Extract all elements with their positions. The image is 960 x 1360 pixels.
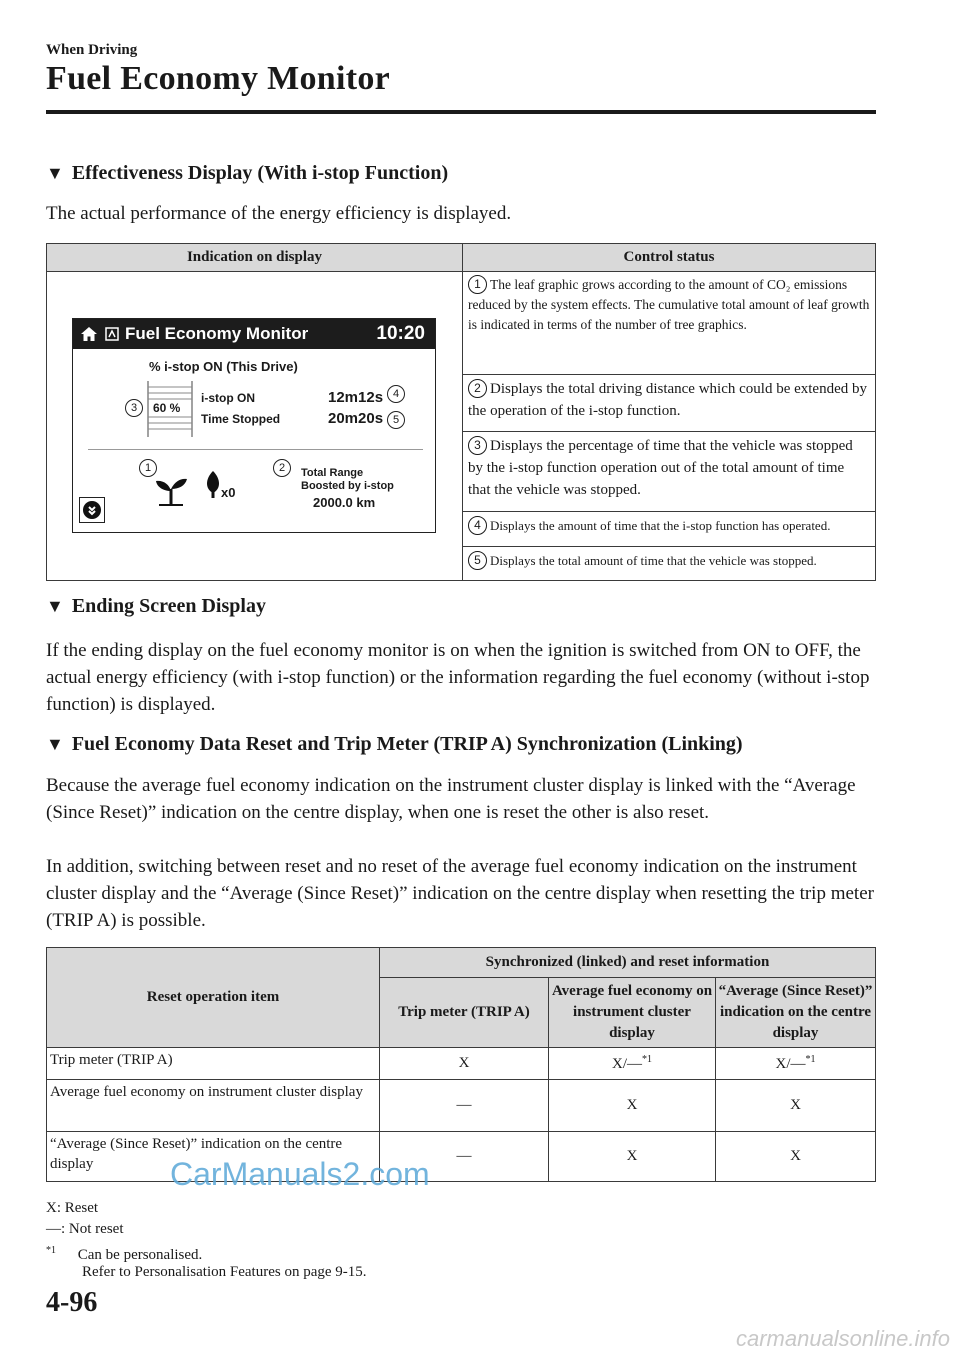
status-text: The leaf graphic grows according to the amount of CO₂ emissions reduced by the system effects. The cumulative total amount of leaf growth is indicated in terms of the number of tree graphics.	[468, 277, 870, 332]
status-4	[463, 512, 876, 547]
callout-number: 3	[468, 436, 487, 455]
callout-3: 3	[125, 399, 143, 417]
status-2	[463, 375, 876, 432]
reset-para-2: In addition, switching between reset and no reset of the average fuel economy indication on the instrument cluster display and the “Average (Since Reset)” indication on the centre display when resetting the trip meter (TRIP A) is possible.	[46, 856, 874, 931]
row-since: X	[716, 1080, 876, 1132]
reset-heading	[46, 733, 743, 756]
effectiveness-intro: The actual performance of the energy efficiency is displayed.	[46, 203, 512, 224]
col-sync-group: Synchronized (linked) and reset information	[380, 948, 876, 978]
row-avg: X	[549, 1132, 716, 1182]
row-trip: —	[380, 1080, 549, 1132]
screen-title: Fuel Economy Monitor	[125, 324, 309, 343]
total-range-label-2: Boosted by i-stop	[301, 480, 394, 492]
status-text: Displays the percentage of time that the vehicle was stopped by the i-stop function operation out of the total amount of time that the vehicle was stopped.	[468, 438, 853, 498]
callout-2: 2	[273, 459, 291, 477]
footnote-ref: Refer to Personalisation Features on page 9-15.	[82, 1264, 367, 1280]
status-text: Displays the total amount of time that the vehicle was stopped.	[490, 553, 817, 568]
total-range-value: 2000.0 km	[313, 495, 376, 510]
reset-para-1: Because the average fuel economy indication on the instrument cluster display is linked with the “Average (Since Reset)” indication on the centre display, when one is reset the other is also reset.	[46, 775, 856, 823]
callout-1: 1	[139, 459, 157, 477]
istop-on-value: 12m12s	[328, 389, 384, 406]
row-avg: X/—$^{*1}$	[549, 1048, 716, 1080]
effectiveness-heading	[46, 162, 448, 185]
istop-percent: 60 %	[153, 401, 181, 415]
col-avg-since-reset: “Average (Since Reset)” indication on the centre display	[716, 978, 876, 1048]
col-trip-meter: Trip meter (TRIP A)	[380, 978, 549, 1048]
total-range-label	[301, 467, 394, 493]
table-row	[47, 1048, 876, 1080]
triangle-bullet-icon: ▼	[46, 734, 64, 754]
status-5	[463, 547, 876, 581]
monitor-icon	[105, 327, 119, 346]
status-text: Displays the amount of time that the i-stop function has operated.	[490, 518, 831, 533]
screen-title-bar	[73, 319, 435, 349]
screen-subtitle: % i-stop ON (This Drive)	[149, 359, 298, 374]
row-item: Trip meter (TRIP A)	[47, 1048, 380, 1080]
page-title: Fuel Economy Monitor	[46, 60, 391, 97]
tree-count: x0	[221, 485, 236, 500]
legend-not-reset: —: Not reset	[46, 1221, 124, 1237]
reset-heading-text: Fuel Economy Data Reset and Trip Meter (TRIP A) Synchronization (Linking)	[71, 733, 743, 755]
effectiveness-heading-text: Effectiveness Display (With i-stop Function)	[71, 162, 449, 184]
legend-reset: X: Reset	[46, 1200, 99, 1216]
callout-number: 5	[468, 551, 487, 570]
col-status: Control status	[463, 244, 876, 272]
screen-divider	[88, 449, 423, 450]
leaf-icon	[153, 475, 189, 512]
col-indication: Indication on display	[47, 244, 463, 272]
callout-4: 4	[387, 385, 405, 403]
table-row	[47, 1080, 876, 1132]
callout-number: 2	[468, 379, 487, 398]
back-icon[interactable]	[79, 497, 105, 523]
row-since: X/—$^{*1}$	[716, 1048, 876, 1080]
callout-5: 5	[387, 411, 405, 429]
fuel-economy-screen	[72, 318, 436, 533]
status-1	[463, 272, 876, 375]
istop-on-label: i-stop ON	[201, 391, 255, 405]
section-label: When Driving	[46, 42, 138, 58]
row-trip: —	[380, 1132, 549, 1182]
triangle-bullet-icon: ▼	[46, 596, 64, 616]
callout-number: 1	[468, 275, 487, 294]
screen-clock: 10:20	[376, 323, 425, 344]
row-trip: X	[380, 1048, 549, 1080]
page-number: 4-96	[46, 1287, 98, 1318]
title-rule	[46, 110, 876, 114]
ending-heading	[46, 595, 266, 618]
triangle-bullet-icon: ▼	[46, 163, 64, 183]
ending-text: If the ending display on the fuel economy monitor is on when the ignition is switched from ON to OFF, the actual energy efficiency (with i-stop function) or the information regarding the fuel economy (without i-stop function) is displayed.	[46, 640, 870, 715]
status-text: Displays the total driving distance which could be extended by the operation of the i-stop function.	[468, 381, 867, 419]
row-item: “Average (Since Reset)” indication on the centre display	[47, 1132, 380, 1182]
col-reset-item: Reset operation item	[47, 948, 380, 1048]
home-icon	[79, 325, 99, 348]
footer-site: carmanualsonline.info	[735, 1326, 950, 1351]
footnote-text: Can be personalised.	[77, 1247, 203, 1263]
status-3	[463, 432, 876, 512]
time-stopped-value: 20m20s	[328, 410, 384, 427]
footnote-mark: *1	[46, 1245, 56, 1256]
total-range-label-1: Total Range	[301, 467, 364, 479]
row-item: Average fuel economy on instrument cluster display	[47, 1080, 380, 1132]
callout-number: 4	[468, 516, 487, 535]
col-avg-cluster: Average fuel economy on instrument cluster display	[549, 978, 716, 1048]
time-stopped-label: Time Stopped	[201, 412, 281, 426]
tree-icon	[203, 469, 223, 504]
ending-heading-text: Ending Screen Display	[71, 595, 266, 617]
row-avg: X	[549, 1080, 716, 1132]
row-since: X	[716, 1132, 876, 1182]
watermark: CarManuals2.com	[170, 1156, 430, 1192]
reset-table	[46, 947, 876, 1182]
